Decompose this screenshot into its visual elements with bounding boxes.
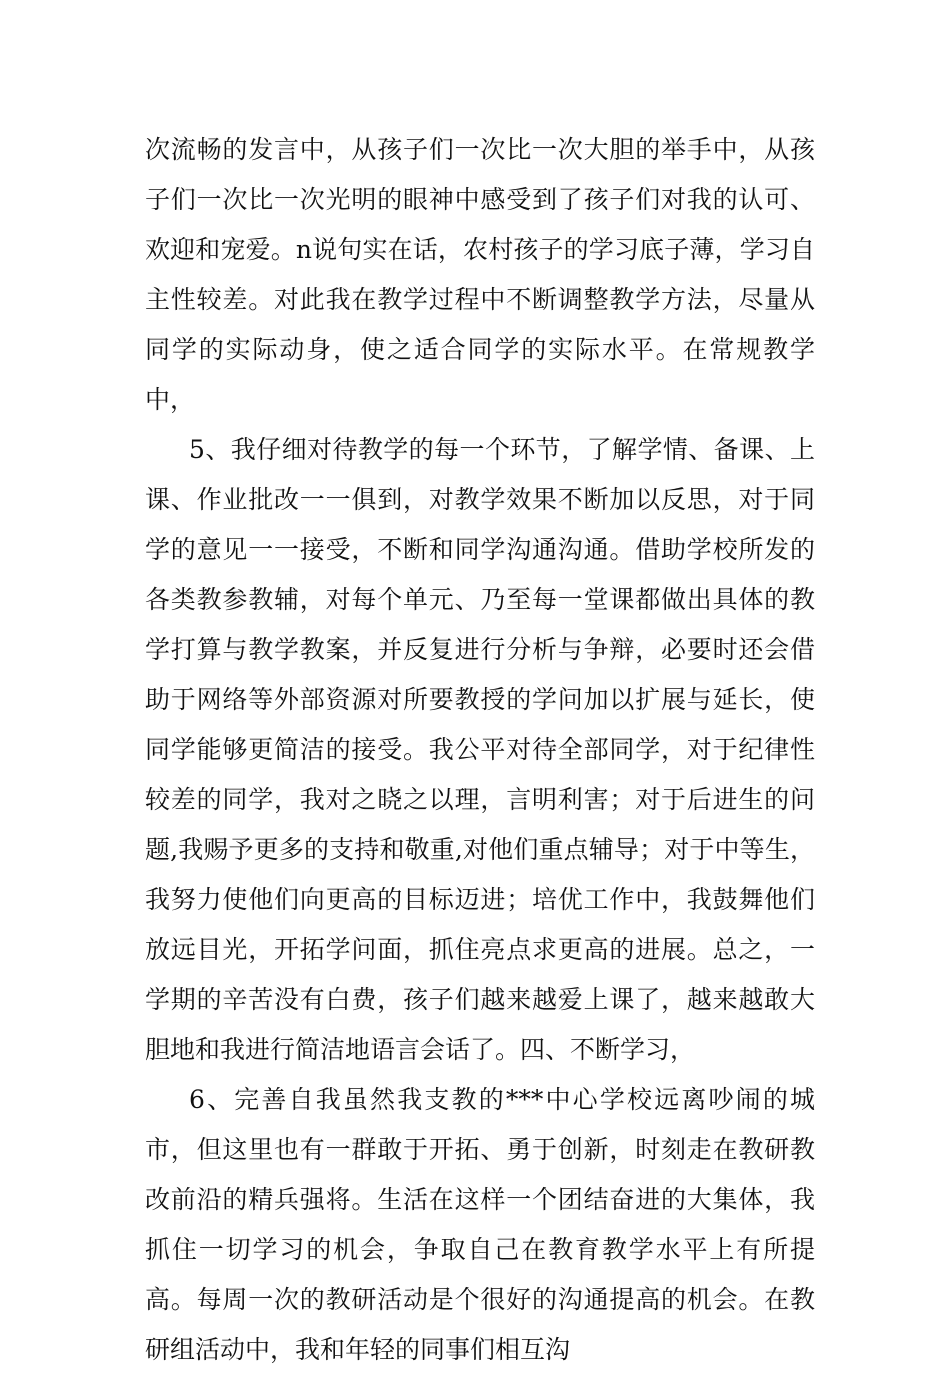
document-body: [145, 125, 815, 1375]
paragraph-3: 6、完善自我虽然我支教的***中心学校远离吵闹的城市，但这里也有一群敢于开拓、勇于创新，时刻走在教研教改前沿的精兵强将。生活在这样一个团结奋进的大集体，我抓住一切学习的机会，争取自己在教育教学水平上有所提高。每周一次的教研活动是个很好的沟通提高的机会。在教研组活动中，我和年轻的同事们相互沟: [145, 1085, 815, 1364]
paragraph-1: 次流畅的发言中，从孩子们一次比一次大胆的举手中，从孩子们一次比一次光明的眼神中感受到了孩子们对我的认可、欢迎和宠爱。n说句实在话，农村孩子的学习底子薄，学习自主性较差。对此我在教学过程中不断调整教学方法，尽量从同学的实际动身，使之适合同学的实际水平。在常规教学中，: [145, 135, 815, 414]
paragraph-2: 5、我仔细对待教学的每一个环节，了解学情、备课、上课、作业批改一一俱到，对教学效果不断加以反思，对于同学的意见一一接受，不断和同学沟通沟通。借助学校所发的各类教参教辅，对每个单元、乃至每一堂课都做出具体的教学打算与教学教案，并反复进行分析与争辩，必要时还会借助于网络等外部资源对所要教授的学问加以扩展与延长，使同学能够更简洁的接受。我公平对待全部同学，对于纪律性较差的同学，我对之晓之以理，言明利害；对于后进生的问题,我赐予更多的支持和敬重,对他们重点辅导；对于中等生，我努力使他们向更高的目标迈进；培优工作中，我鼓舞他们放远目光，开拓学问面，抓住亮点求更高的进展。总之，一学期的辛苦没有白费，孩子们越来越爱上课了，越来越敢大胆地和我进行简洁地语言会话了。四、不断学习，: [145, 435, 815, 1064]
